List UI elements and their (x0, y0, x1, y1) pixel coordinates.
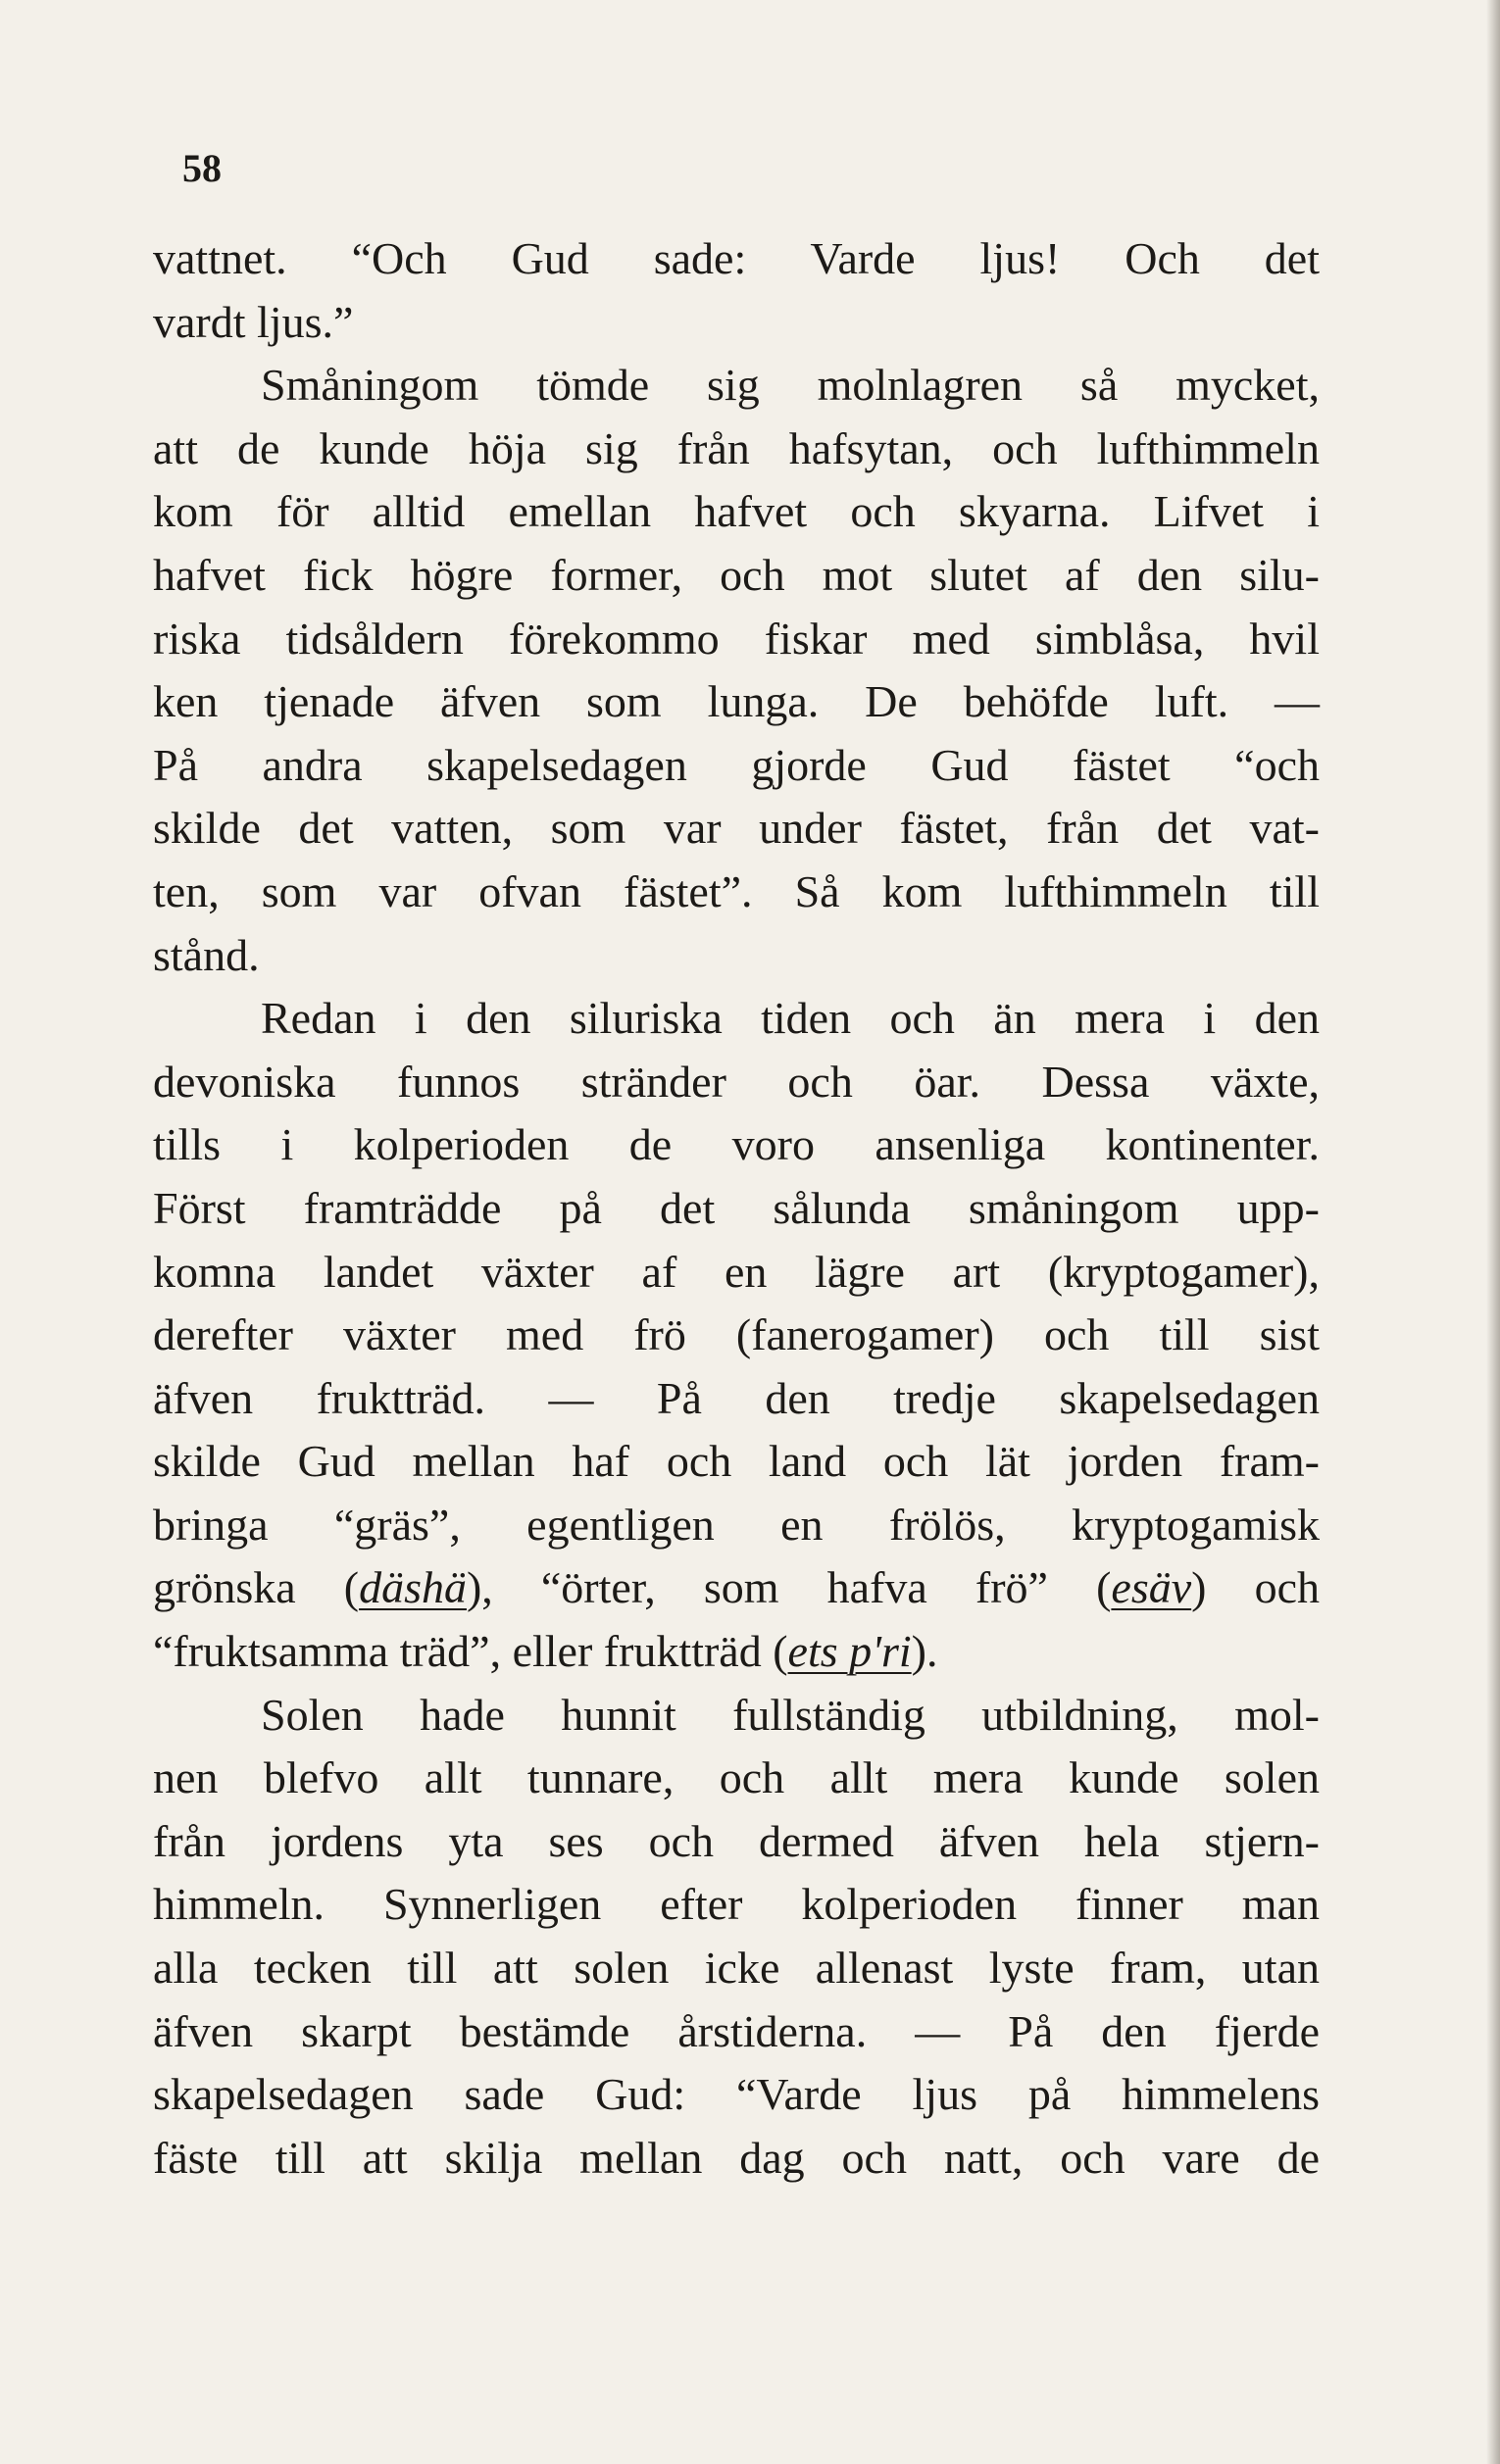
text-line: På andra skapelsedagen gjorde Gud fästet “och (153, 739, 1320, 790)
transliteration-ets-pri: ets p'ri (787, 1626, 912, 1677)
text-line: äfven skarpt bestämde årstiderna. — På den fjerde (153, 2005, 1320, 2056)
text-line: hafvet fick högre former, och mot slutet af den silu- (153, 549, 1320, 600)
text-line: himmeln. Synnerligen efter kolperioden finner man (153, 1879, 1320, 1930)
text-line: Redan i den siluriska tiden och än mera i den (261, 993, 1320, 1044)
text-segment: grönska ( (153, 1562, 360, 1613)
text-line: derefter växter med frö (fanerogamer) och till sist (153, 1309, 1320, 1360)
text-line: alla tecken till att solen icke allenast lyste fram, utan (153, 1943, 1320, 1994)
text-line: riska tidsåldern förekommo fiskar med simblåsa, hvil (153, 613, 1320, 664)
text-segment: “fruktsamma träd”, eller fruktträd ( (153, 1626, 788, 1677)
text-segment: ), “örter, som hafva frö” ( (466, 1562, 1112, 1613)
text-line: tills i kolperioden de voro ansenliga kontinenter. (153, 1119, 1320, 1170)
text-line: äfven fruktträd. — På den tredje skapelsedagen (153, 1372, 1320, 1423)
text-line: att de kunde höja sig från hafsytan, och lufthimmeln (153, 422, 1320, 473)
text-line: skilde Gud mellan haf och land och lät jorden fram- (153, 1436, 1320, 1487)
text-line: skapelsedagen sade Gud: “Varde ljus på himmelens (153, 2069, 1320, 2120)
text-line-with-hebrew-transliteration (153, 1556, 1320, 1620)
text-line: från jordens yta ses och dermed äfven hela stjern- (153, 1815, 1320, 1866)
text-line: nen blefvo allt tunnare, och allt mera kunde solen (153, 1752, 1320, 1803)
text-segment: ) och (1191, 1562, 1320, 1613)
text-line: ten, som var ofvan fästet”. Så kom lufthimmeln till (153, 865, 1320, 916)
text-line: ken tjenade äfven som lunga. De behöfde luft. — (153, 676, 1320, 727)
page-edge-shadow (1486, 0, 1500, 2464)
text-line: bringa “gräs”, egentligen en frölös, kryptogamisk (153, 1499, 1320, 1550)
text-line: Solen hade hunnit fullständig utbildning, mol- (261, 1689, 1320, 1740)
page-number: 58 (182, 146, 222, 190)
text-line: vardt ljus.” (153, 296, 354, 347)
text-line: kom för alltid emellan hafvet och skyarna. Lifvet i (153, 486, 1320, 537)
text-line: komna landet växter af en lägre art (kryptogamer), (153, 1246, 1320, 1297)
body-text (153, 227, 1320, 2190)
transliteration-esav: esäv (1111, 1562, 1192, 1613)
text-line: Först framträdde på det sålunda småningom upp- (153, 1182, 1320, 1233)
text-line: skilde det vatten, som var under fästet, från det vat- (153, 803, 1320, 854)
text-line: Småningom tömde sig molnlagren så mycket, (261, 360, 1320, 411)
text-line: vattnet. “Och Gud sade: Varde ljus! Och det (153, 233, 1320, 283)
text-line: fäste till att skilja mellan dag och natt, och vare de (153, 2132, 1320, 2183)
transliteration-dasha: däshä (359, 1562, 467, 1613)
text-segment: ). (911, 1626, 938, 1677)
text-line: devoniska funnos stränder och öar. Dessa växte, (153, 1056, 1320, 1107)
text-line-with-hebrew-transliteration (153, 1620, 1320, 1684)
text-line: stånd. (153, 929, 260, 980)
